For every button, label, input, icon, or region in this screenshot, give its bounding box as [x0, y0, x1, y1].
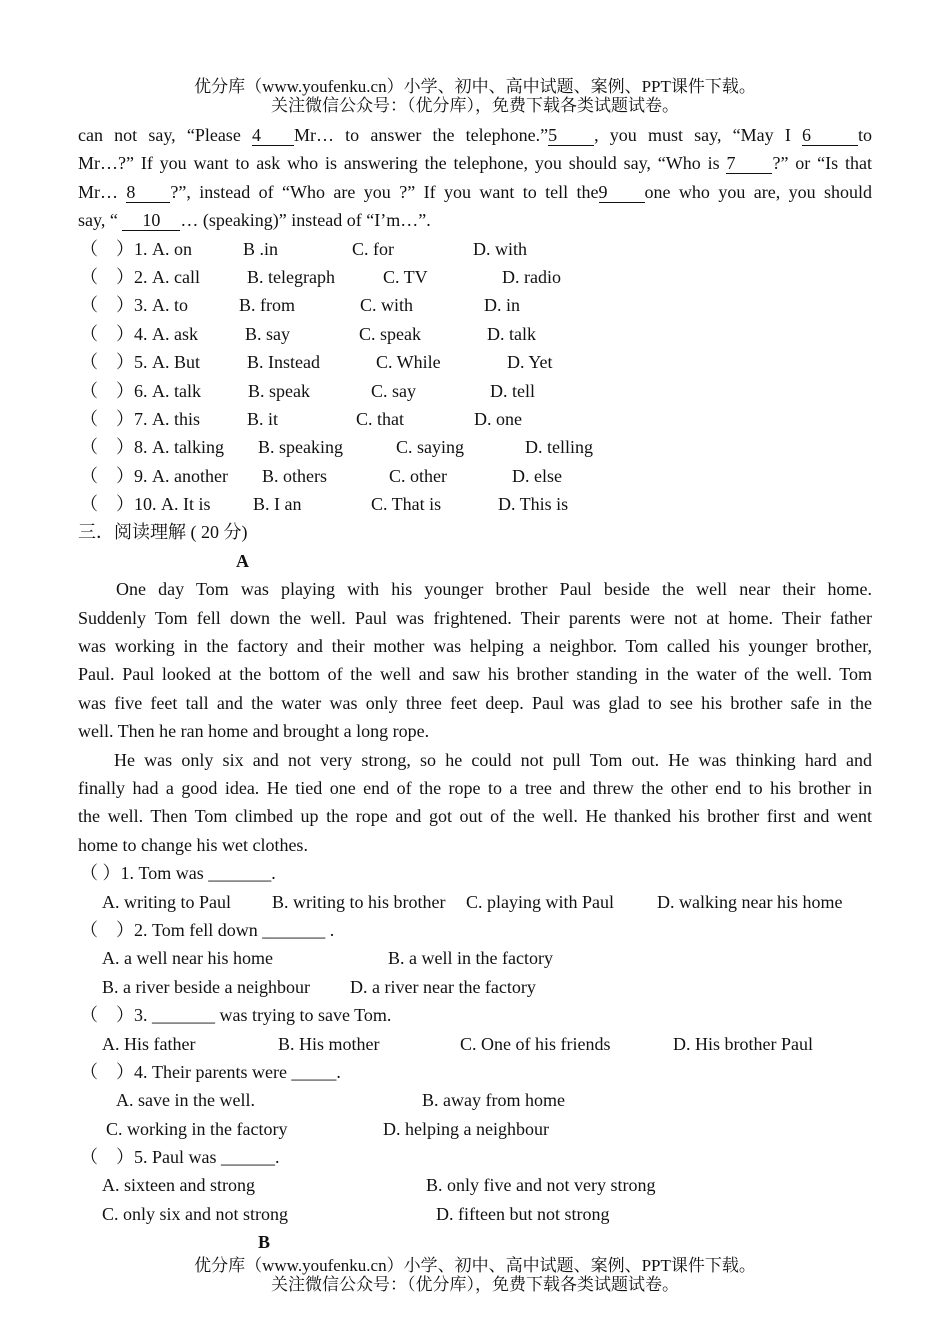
header-line-1: 优分库（www.youfenku.cn）小学、初中、高中试题、案例、PPT课件下载。 — [194, 77, 756, 96]
page-header — [0, 77, 950, 115]
passage-a-heading: A — [236, 550, 249, 571]
reading-question-2-options-row-2: B. a river beside a neighbour D. a river near the factory — [102, 976, 536, 997]
reading-question-4-options-row-1: A. save in the well. B. away from home — [116, 1090, 565, 1111]
passage-b-heading: B — [258, 1232, 271, 1253]
passage-a-line-7: He was only six and not very strong, so he could not pull Tom out. He was thinking hard and — [114, 749, 872, 770]
cloze-question-1: （ ）1. A. on B .in C. for D. with — [80, 238, 527, 259]
cloze-question-9: （ ）9. A. another B. others C. other D. else — [80, 465, 562, 486]
passage-a-line-10: home to change his wet clothes. — [78, 834, 308, 855]
footer-line-2: 关注微信公众号：（优分库），免费下载各类试题试卷。 — [271, 1275, 679, 1294]
reading-question-1: （ ）1. Tom was _______. — [80, 863, 276, 884]
reading-question-5-options-row-1: A. sixteen and strong B. only five and not very strong — [102, 1175, 656, 1196]
reading-question-5: （ ）5. Paul was ______. — [80, 1147, 280, 1168]
passage-a-line-4: Paul. Paul looked at the bottom of the well and saw his brother standing in the water of the well. Tom — [78, 664, 872, 685]
cloze-question-10: （ ）10. A. It is B. I an C. That is D. This is — [80, 494, 569, 515]
cloze-line-3: Mr… 8 ?”, instead of “Who are you ?” If you want to tell the9 one who you are, you should — [78, 181, 873, 202]
cloze-question-6: （ ）6. A. talk B. speak C. say D. tell — [80, 380, 535, 401]
passage-a-line-3: was working in the factory and their mother was helping a neighbor. Tom called his younger brother, — [78, 636, 872, 657]
passage-a-line-5: was five feet tall and the water was only three feet deep. Paul was glad to see his brother safe in the — [78, 692, 872, 713]
cloze-question-7: （ ）7. A. this B. it C. that D. one — [80, 408, 522, 429]
passage-a-line-8: finally had a good idea. He tied one end of the rope to a tree and threw the other end to his brother in — [78, 777, 872, 798]
passage-a-line-2: Suddenly Tom fell down the well. Paul was frightened. Their parents were not at home. Their father — [78, 607, 872, 628]
cloze-question-5: （ ）5. A. But B. Instead C. While D. Yet — [80, 352, 553, 373]
blank-6: 6 — [802, 125, 858, 146]
reading-question-4-options-row-2: C. working in the factory D. helping a neighbour — [106, 1118, 549, 1139]
blank-4: 4 — [252, 125, 294, 146]
reading-question-2-options-row-1: A. a well near his home B. a well in the factory — [102, 948, 553, 969]
reading-question-3-options: A. His father B. His mother C. One of his friends D. His brother Paul — [102, 1033, 813, 1054]
passage-a-line-1: One day Tom was playing with his younger brother Paul beside the well near their home. — [116, 579, 872, 600]
blank-9: 9 — [599, 182, 645, 203]
reading-question-2: （ ）2. Tom fell down _______ . — [80, 919, 335, 940]
blank-7: 7 — [726, 153, 772, 174]
passage-a-line-9: the well. Then Tom climbed up the rope and got out of the well. He thanked his brother first and went — [78, 806, 872, 827]
page-content — [78, 121, 872, 1257]
cloze-question-4: （ ）4. A. ask B. say C. speak D. talk — [80, 323, 536, 344]
blank-10: 10 — [122, 210, 180, 231]
cloze-question-8: （ ）8. A. talking B. speaking C. saying D. telling — [80, 437, 593, 458]
blank-5: 5 — [548, 125, 594, 146]
cloze-line-4: say, “ 10 … (speaking)” instead of “I’m…”. — [78, 210, 431, 231]
reading-question-1-options: A. writing to Paul B. writing to his brother C. playing with Paul D. walking near his home — [102, 891, 843, 912]
cloze-line-1: can not say, “Please 4 Mr… to answer the telephone.”5 , you must say, “May I 6 to — [78, 125, 873, 145]
header-line-2: 关注微信公众号：（优分库），免费下载各类试题试卷。 — [271, 96, 679, 115]
page-footer — [0, 1256, 950, 1294]
cloze-line-2: Mr…?” If you want to ask who is answering the telephone, you should say, “Who is 7 ?” or “Is that — [78, 153, 872, 174]
passage-a-line-6: well. Then he ran home and brought a long rope. — [78, 721, 430, 742]
cloze-question-2: （ ）2. A. call B. telegraph C. TV D. radio — [80, 266, 561, 287]
footer-line-1: 优分库（www.youfenku.cn）小学、初中、高中试题、案例、PPT课件下载。 — [194, 1256, 756, 1275]
cloze-question-3: （ ）3. A. to B. from C. with D. in — [80, 295, 520, 316]
reading-question-4: （ ）4. Their parents were _____. — [80, 1061, 341, 1082]
section-title: 三．阅读理解 ( 20 分) — [78, 522, 248, 543]
blank-8: 8 — [126, 182, 170, 203]
reading-question-5-options-row-2: C. only six and not strong D. fifteen but not strong — [102, 1203, 610, 1224]
reading-question-3: （ ）3. _______ was trying to save Tom. — [80, 1005, 392, 1026]
